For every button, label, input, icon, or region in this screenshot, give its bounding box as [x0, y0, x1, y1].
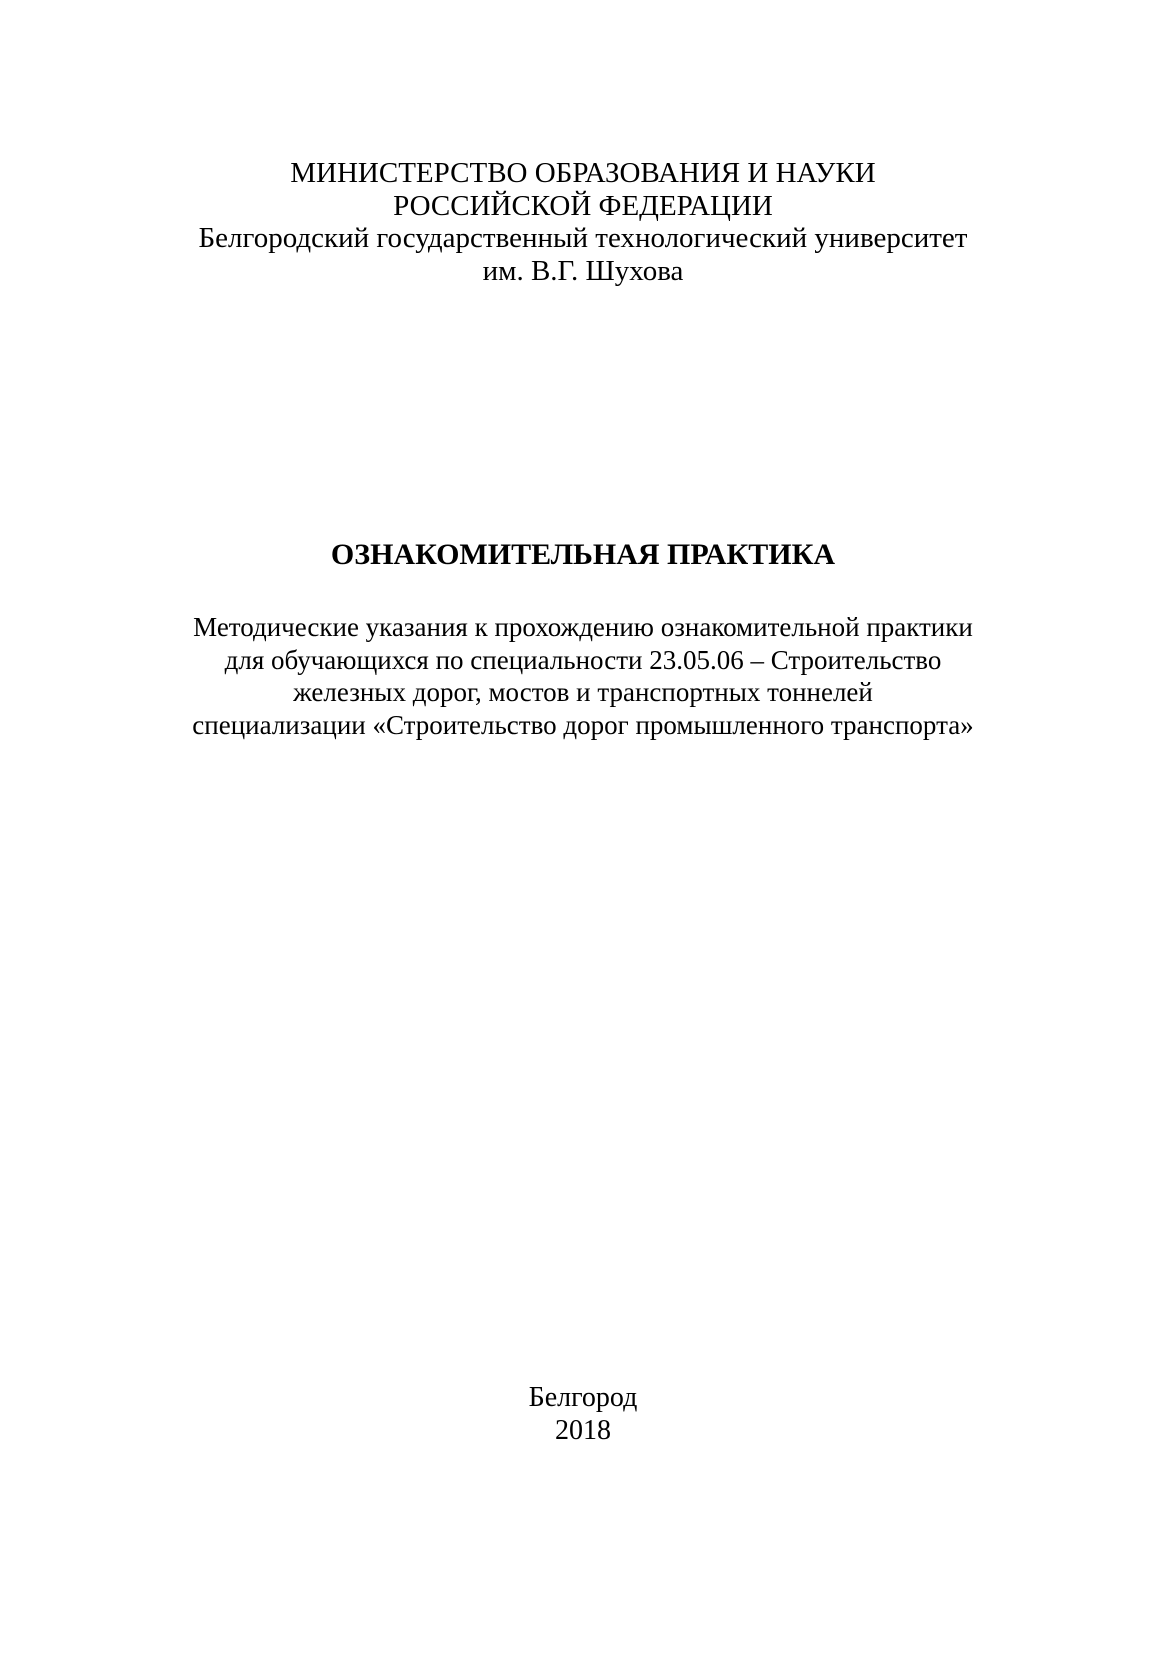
- subtitle-line-3: железных дорог, мостов и транспортных тоннелей: [293, 677, 873, 707]
- document-subtitle: [0, 611, 1166, 741]
- header-line-named-after: им. В.Г. Шухова: [482, 254, 684, 287]
- publication-year: 2018: [555, 1414, 611, 1446]
- publication-footer: [0, 1382, 1166, 1447]
- subtitle-line-2: для обучающихся по специальности 23.05.06 – Строительство: [224, 644, 942, 675]
- subtitle-line-1: Методические указания к прохождению ознакомительной практики: [193, 612, 973, 642]
- header-line-university: Белгородский государственный технологический университет: [198, 222, 968, 254]
- subtitle-line-4: специализации «Строительство дорог промышленного транспорта»: [192, 709, 974, 740]
- ministry-header: [0, 157, 1166, 287]
- header-line-ministry: МИНИСТЕРСТВО ОБРАЗОВАНИЯ И НАУКИ: [290, 157, 876, 189]
- publication-city: Белгород: [528, 1382, 638, 1413]
- header-line-federation: РОССИЙСКОЙ ФЕДЕРАЦИИ: [393, 189, 773, 222]
- document-title: ОЗНАКОМИТЕЛЬНАЯ ПРАКТИКА: [330, 538, 836, 571]
